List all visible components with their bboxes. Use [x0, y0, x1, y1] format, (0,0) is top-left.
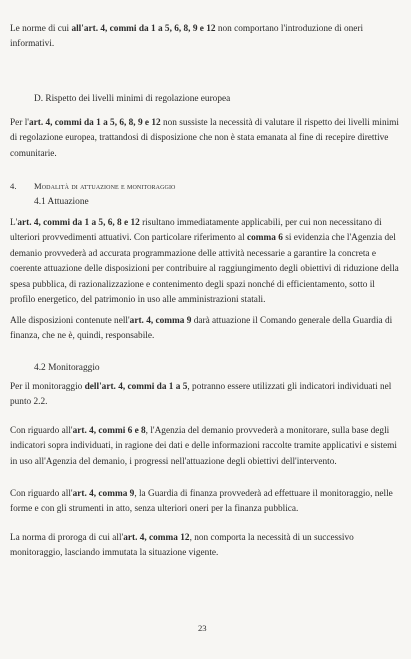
subheading-attuazione: 4.1 Attuazione	[34, 197, 89, 207]
text: , potranno essere utilizzati gli indicatori individuati nel punto 2.2.	[10, 382, 392, 408]
paragraph-guardia-finanza	[10, 314, 401, 345]
text: darà attuazione il Comando generale della Guardia di finanza, che ne è, quindi, responsabile.	[10, 316, 393, 342]
bold-reference: all'art. 4, commi da 1 a 5, 6, 8, 9 e 12	[71, 24, 216, 34]
bold-reference: comma 6	[247, 233, 283, 244]
bold-reference: dell'art. 4, commi da 1 a 5	[84, 382, 188, 392]
section-title: Modalità di attuazione e monitoraggio	[34, 181, 176, 191]
text: , l'Agenzia del demanio provvederà a monitorare, sulla base degli indicatori sopra individuati, in ragione dei dati e delle informazioni raccolte tramite applicativi e sistemi in uso all'Agenzia del demanio, i progressi nell'attuazione degli obiettivi dell'intervento.	[10, 426, 397, 467]
page-number: 23	[198, 623, 207, 633]
paragraph-attuazione	[10, 216, 401, 308]
text: Alle disposizioni contenute nell'	[10, 316, 130, 326]
text: si evidenzia che l'Agenzia del demanio provvederà ad accurata programmazione delle attività necessarie a garantire la concreta e coerente attuazione delle disposizioni per contribuire al raggiungimento degli obiettivi di riduzione della spesa pubblica, di razionalizzazione e contenimento degli spazi nonché di efficientamento, sotto il profilo energetico, del patrimonio in uso alle amministrazioni statali.	[10, 233, 399, 306]
text: Con riguardo all'	[10, 489, 73, 499]
paragraph-agenzia-demanio	[10, 424, 401, 470]
bold-reference: art. 4, comma 12	[123, 533, 190, 543]
subheading-monitoraggio: 4.2 Monitoraggio	[34, 363, 100, 373]
bold-reference: art. 4, commi da 1 a 5, 6, 8, 9 e 12	[28, 118, 161, 128]
bold-reference: art. 4, commi 6 e 8	[72, 426, 146, 436]
paragraph-proroga	[10, 531, 401, 562]
text: risultano immediatamente applicabili, per cui non necessitano di ulteriori provvedimenti attuativi. Con particolare riferimento al	[10, 218, 382, 244]
text: non sussiste la necessità di valutare il rispetto dei livelli minimi di regolazione europea, trattandosi di disposizione che non è stata emanata al fine di recepire direttive comunitarie.	[10, 118, 399, 159]
bold-reference: art. 4, commi da 1 a 5, 6, 8 e 12	[17, 218, 140, 228]
paragraph-oneri-informativi	[10, 22, 401, 53]
text: La norma di proroga di cui all'	[10, 533, 124, 543]
section-heading	[10, 181, 175, 191]
text: non comportano l'introduzione di oneri informativi.	[10, 24, 364, 50]
section-number: 4.	[10, 181, 17, 191]
heading-d: D. Rispetto dei livelli minimi di regolazione europea	[34, 94, 231, 104]
text: Per il monitoraggio	[10, 382, 85, 392]
text: , non comporta la necessità di un successivo monitoraggio, lasciando immutata la situazione vigente.	[10, 533, 354, 559]
text: Con riguardo all'	[10, 426, 73, 436]
paragraph-monitoraggio-guardia	[10, 487, 401, 518]
paragraph-regolazione-europea	[10, 116, 401, 162]
paragraph-monitoraggio-indicatori	[10, 380, 401, 411]
text: , la Guardia di finanza provvederà ad effettuare il monitoraggio, nelle forme e con gli strumenti in atto, senza ulteriori oneri per la finanza pubblica.	[10, 489, 393, 515]
text: Per l'	[10, 118, 29, 128]
text: L'	[10, 218, 18, 228]
text: Le norme di cui	[10, 24, 72, 34]
bold-reference: art. 4, comma 9	[129, 316, 192, 326]
bold-reference: art. 4, comma 9	[72, 489, 135, 499]
